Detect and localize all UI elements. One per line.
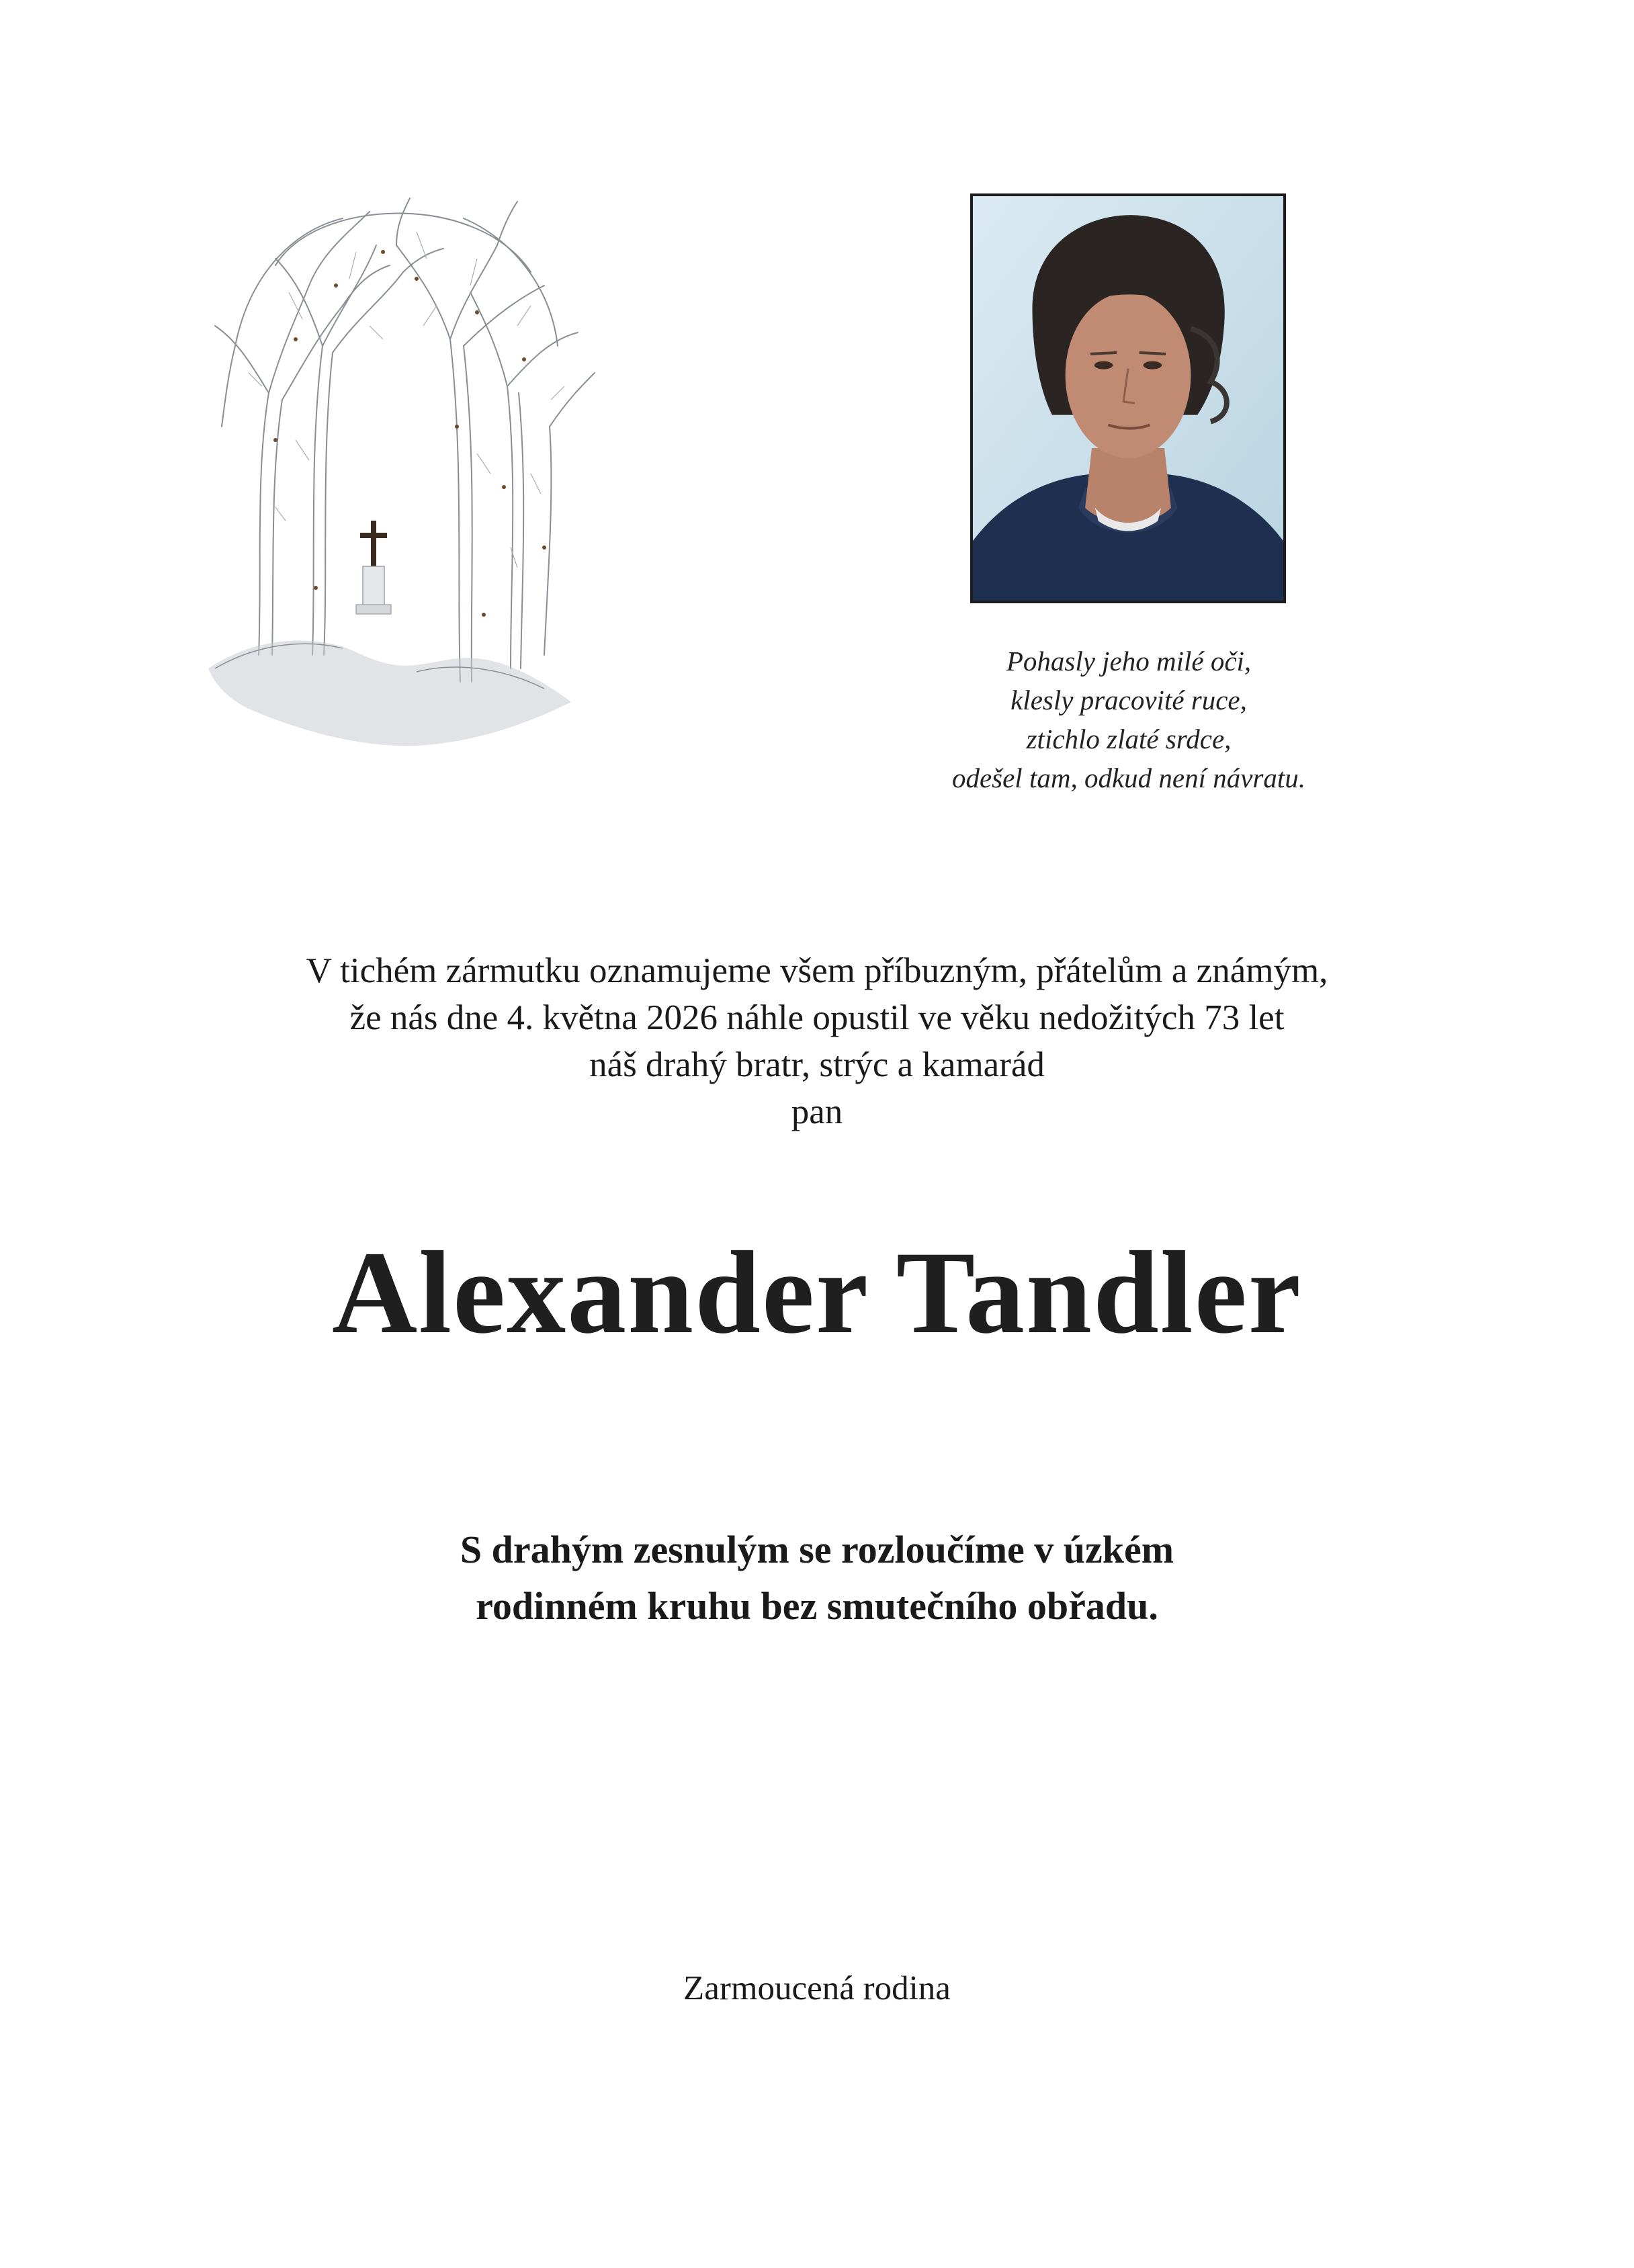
winter-trees-cross-illustration bbox=[195, 171, 605, 749]
poem-line: ztichlo zlaté srdce, bbox=[1026, 724, 1232, 754]
farewell-line: S drahým zesnulým se rozloučíme v úzkém bbox=[460, 1528, 1174, 1571]
poem-line: Pohasly jeho milé oči, bbox=[1006, 646, 1252, 677]
poem-line: klesly pracovité ruce, bbox=[1010, 685, 1247, 715]
poem-line: odešel tam, odkud není návratu. bbox=[951, 762, 1306, 793]
portrait-drawing bbox=[973, 196, 1283, 601]
poem bbox=[860, 642, 1398, 797]
announcement-text bbox=[145, 947, 1489, 1135]
announcement-line: V tichém zármutku oznamujeme všem příbuzným, přátelům a známým, bbox=[306, 951, 1328, 990]
farewell-line: rodinném kruhu bez smutečního obřadu. bbox=[476, 1584, 1158, 1628]
portrait-photo bbox=[970, 193, 1286, 603]
trees-drawing bbox=[195, 171, 605, 749]
announcement-line: pan bbox=[791, 1092, 843, 1131]
cross-icon bbox=[356, 521, 391, 614]
family-signature: Zarmoucená rodina bbox=[683, 1970, 951, 2007]
deceased-name: Alexander Tandler bbox=[332, 1227, 1302, 1358]
farewell-text bbox=[145, 1522, 1489, 1634]
announcement-line: že nás dne 4. května 2026 náhle opustil ve věku nedožitých 73 let bbox=[349, 998, 1285, 1037]
announcement-line: náš drahý bratr, strýc a kamarád bbox=[589, 1045, 1045, 1084]
